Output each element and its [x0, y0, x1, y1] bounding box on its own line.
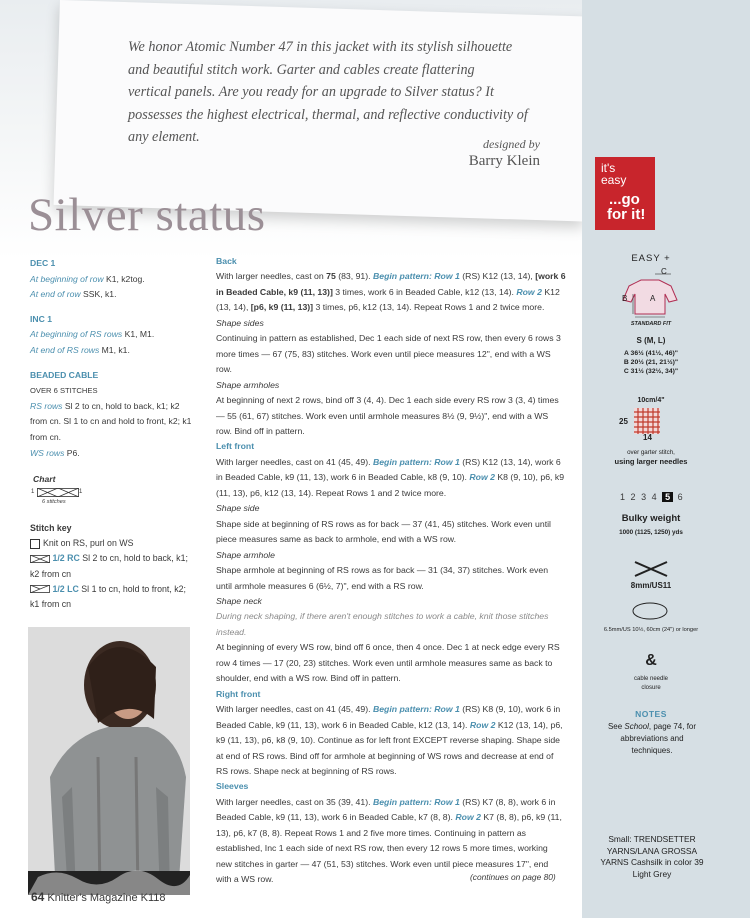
circular-needle-icon	[630, 600, 670, 622]
section-back-title: Back	[216, 256, 237, 266]
gauge-note-line: over garter stitch,	[627, 449, 675, 456]
yarn-info: Small: TRENDSETTER YARNS/LANA GROSSA YARNS Cashsilk in color 39 Light Grey	[600, 834, 704, 879]
text-run: (RS) K7 (8, 8), work 6 in Beaded Cable, k9 (11, 13), work 6 in Beaded Cable, k7 (8, 8).	[216, 796, 556, 823]
notes-school-link[interactable]: School	[624, 722, 649, 731]
text-run: Row 2	[469, 719, 496, 730]
text-run: K8 (9, 10), p6, k9 (11, 13), p6, k12 (13, 14). Repeat Rows 1 and 2 twice more.	[216, 472, 565, 498]
model-photo	[28, 627, 190, 895]
stitch-key-abbrev: 1/2 LC	[52, 583, 79, 594]
paragraph: Shape armhole at beginning of RS rows as for back — 31 (34, 37) stitches. Work even until armhole measures 6 (6½, 7)", end with a RS row.	[216, 565, 549, 591]
text-run: K7 (8, 8), p6, k9 (11, 13), p6, k7 (8, 8). Repeat Rows 1 and 2 five more times. Continuing in pattern as established, Inc 1 each side of next RS row, then every 12 rows 5 more times, working new stitches in garter — 47 (51, 53) stitches. Work even until piece measures 17", end with a WS row.	[216, 812, 562, 885]
paragraph: Shape side at beginning of RS rows as for back — 37 (41, 45) stitches. Work even until piece measures same as back to armhole, end with a WS row.	[216, 518, 551, 545]
abbreviations-column	[30, 256, 192, 467]
intro-line: any element.	[128, 129, 200, 145]
section-sleeves-title: Sleeves	[216, 781, 249, 792]
sizes: S (M, L)	[636, 336, 666, 345]
cable-ws-label: WS rows	[30, 447, 65, 458]
designed-by-label: designed by	[483, 137, 540, 151]
model-photo-illustration	[28, 627, 190, 895]
beaded-cable-block	[30, 368, 192, 462]
needle-size: 8mm/US11	[630, 581, 672, 590]
page-number: 64	[31, 890, 45, 904]
measurement-c: C 31½ (32½, 34)"	[623, 368, 679, 375]
text-run: Begin pattern: Row 1	[372, 704, 460, 715]
gauge-note-line: using larger needles	[614, 457, 688, 466]
text-run: [work 6 in Beaded Cable, k9 (11, 13)]	[216, 271, 566, 297]
stitch-key-title: Stitch key	[30, 523, 72, 533]
subheading: Shape sides	[216, 317, 264, 328]
cable-over: OVER 6 STITCHES	[30, 386, 98, 396]
inc-line	[30, 327, 192, 343]
weight-number: 2	[630, 492, 636, 502]
text-run: (83, 91).	[335, 271, 373, 282]
weight-number: 1	[620, 492, 626, 502]
notes-text-part: , page 74, for abbreviations and techniques.	[620, 722, 697, 755]
text-run: With larger needles, cast on	[216, 271, 327, 282]
stitch-key-abbrev: 1/2 RC	[52, 553, 80, 564]
dec-line-text: K1, k2tog.	[103, 273, 145, 284]
weight-number-selected: 5	[662, 492, 673, 502]
notes-text	[600, 721, 704, 757]
subheading: Shape side	[216, 503, 260, 514]
knit-square-icon	[30, 539, 40, 549]
notions-list	[606, 675, 696, 693]
right-cross-icon	[30, 555, 50, 563]
text-run: 3 times, work 6 in Beaded Cable, k12 (13, 14).	[332, 286, 517, 297]
knitting-needles-icon	[633, 558, 669, 580]
badge-line: it's	[601, 161, 616, 175]
circular-needle-size: 6.5mm/US 10½, 60cm (24") or longer	[603, 627, 699, 633]
chart-row-number: 1	[79, 489, 83, 495]
difficulty-level: EASY +	[631, 253, 671, 264]
intro-line: vertical panels. Are you ready for an upgrade to Silver status? It	[128, 84, 494, 100]
dec-line-label: At end of row	[30, 289, 81, 300]
gauge-stitches: 14	[643, 433, 652, 442]
cable-rs-rows	[30, 399, 192, 446]
fit-label: STANDARD FIT	[630, 321, 672, 327]
chart-stitch-count: 6 stitches	[42, 499, 66, 505]
text-run: (RS) K12 (13, 14), work 6 in Beaded Cable, k9 (11, 13), work 6 in Beaded Cable, k8 (9, 10).	[216, 456, 561, 483]
stitch-key-item	[30, 551, 195, 581]
text-run: [p6, k9 (11, 13)]	[250, 302, 314, 313]
dec-title: DEC 1	[30, 258, 56, 268]
text-run: With larger needles, cast on 35 (39, 41).	[216, 796, 373, 807]
stitch-key-text: Sl 2 to cn, hold to back, k1; k2 from cn	[30, 553, 188, 579]
inc-line-text: K1, M1.	[122, 329, 155, 340]
text-run: K12 (13, 14), p6, k9 (11, 13), p6, k8 (9, 10). Continue as for left front EXCEPT reverse shaping. Shape side at end of RS rows. Bind off for armhole at beginning of WS rows and decrease at end of RS rows. Shape neck at beginning of RS rows.	[216, 719, 563, 776]
stitch-key-item	[30, 536, 195, 551]
text-run: Begin pattern: Row 1	[372, 271, 460, 282]
cable-title: BEADED CABLE	[30, 369, 99, 380]
text-run: Row 2	[516, 286, 542, 297]
text-run: (RS) K12 (13, 14),	[459, 271, 536, 282]
yardage: 1000 (1125, 1250) yds	[619, 529, 683, 536]
weight-number: 4	[651, 492, 657, 502]
intro-paragraph	[128, 36, 548, 149]
text-run: Row 2	[469, 472, 495, 483]
subheading: Shape armholes	[216, 379, 280, 390]
measurement-b: B 20½ (21, 21½)"	[623, 359, 679, 366]
weight-number: 3	[641, 492, 647, 502]
notion-item: closure	[641, 685, 661, 691]
stitch-key-text: Knit on RS, purl on WS	[43, 538, 134, 549]
chart-label: Chart	[33, 474, 56, 484]
right-front-paragraph	[216, 702, 566, 779]
badge-line: for it!	[607, 206, 646, 223]
inc-line	[30, 343, 192, 359]
gauge-rows: 25	[619, 417, 628, 426]
dec-line-text: SSK, k1.	[80, 289, 117, 300]
schematic-label-c: C	[661, 267, 667, 276]
badge-line: ...go	[609, 191, 640, 208]
badge-line: easy	[601, 173, 627, 187]
stitch-key	[30, 521, 195, 612]
paragraph: At beginning of next 2 rows, bind off 3 (4, 4). Dec 1 each side every RS row 3 (3, 4) times — 55 (61, 67) stitches. Work even until armhole measures 8½ (9, 9½)", end with a WS row. Bind off in pattern.	[216, 395, 559, 436]
notions-ampersand: &	[645, 652, 657, 669]
left-cross-icon	[30, 585, 50, 593]
inc-line-text: M1, k1.	[99, 344, 130, 355]
dec-line	[30, 272, 192, 288]
text-run: (RS) K8 (9, 10), work 6 in Beaded Cable, k9 (11, 13), work 6 in Beaded Cable, k12 (13, 14).	[216, 704, 561, 730]
gauge-note	[606, 448, 696, 466]
designer-name: Barry Klein	[468, 153, 540, 169]
stitch-key-item	[30, 582, 195, 612]
section-left-front-title: Left front	[216, 441, 255, 452]
inc-title: INC 1	[30, 313, 52, 324]
text-run: Row 2	[455, 812, 481, 823]
weight-number: 6	[677, 492, 683, 502]
text-run: Begin pattern: Row 1	[372, 456, 460, 467]
cable-rs-text: Sl 2 to cn, hold to back, k1; k2 from cn. Sl 1 to cn and hold to front, k2; k1 from cn.	[30, 400, 192, 442]
gauge-length: 10cm/4"	[637, 397, 665, 404]
yarn-weight-scale	[620, 492, 683, 502]
schematic-label-b: B	[622, 294, 628, 303]
dec-block	[30, 256, 192, 303]
inc-line-label: At end of RS rows	[30, 344, 100, 355]
neck-note: During neck shaping, if there aren't enough stitches to work a cable, knit those stitches instead.	[216, 611, 549, 637]
continued-note: (continues on page 80)	[470, 872, 556, 882]
page-title: Silver status	[28, 189, 266, 241]
page-footer	[31, 890, 166, 904]
left-front-paragraph	[216, 455, 566, 501]
subheading: Shape neck	[216, 595, 262, 606]
dec-line-label: At beginning of row	[30, 273, 104, 284]
subheading: Shape armhole	[216, 549, 275, 560]
cable-chart	[37, 488, 79, 497]
measurements	[606, 349, 696, 376]
text-run: Begin pattern: Row 1	[372, 796, 460, 807]
text-run: K12 (13, 14),	[216, 286, 560, 313]
weight-label: Bulky weight	[621, 513, 681, 524]
cable-ws-rows	[30, 446, 192, 462]
magazine-name: Knitter's Magazine K118	[47, 892, 166, 904]
inc-line-label: At beginning of RS rows	[30, 329, 123, 340]
notes-title: NOTES	[635, 709, 667, 719]
notes-text-part: See	[607, 722, 625, 731]
stitch-key-text: Sl 1 to cn, hold to front, k2; k1 from cn	[30, 583, 186, 610]
back-paragraph	[216, 269, 566, 315]
text-run: With larger needles, cast on 41 (45, 49).	[216, 456, 373, 467]
easy-badge	[595, 157, 655, 230]
gauge-swatch-icon	[634, 408, 660, 434]
instructions-column	[216, 254, 566, 888]
paragraph: Continuing in pattern as established, Dec 1 each side of next RS row, then every 6 rows 3 more times — 67 (75, 83) stitches. Work even until piece measures 12", end with a WS row.	[216, 333, 561, 375]
intro-line: We honor Atomic Number 47 in this jacket with its stylish silhouette	[128, 39, 513, 55]
measurement-a: A 36½ (41½, 46)"	[624, 350, 678, 357]
cable-rs-label: RS rows	[30, 400, 63, 411]
intro-line: possesses the highest electrical, thermal, and reflective conductivity of	[128, 106, 528, 123]
schematic-label-a: A	[650, 294, 656, 303]
notion-item: cable needle	[633, 676, 669, 682]
section-right-front-title: Right front	[216, 688, 261, 699]
text-run: With larger needles, cast on 41 (45, 49).	[216, 704, 373, 715]
text-run: 75	[326, 271, 336, 282]
cable-ws-text: P6.	[64, 447, 80, 458]
paragraph: At beginning of every WS row, bind off 6 once, then 4 once. Dec 1 at neck edge every RS row 4 times — 17 (20, 23) stitches. Work even until armhole measures same as back to shoulder, end with a WS row. Bind off in pattern.	[216, 642, 560, 684]
chart-row-number: 1	[31, 489, 35, 495]
inc-block	[30, 312, 192, 359]
dec-line	[30, 287, 192, 303]
intro-line: and beautiful stitch work. Garter and cables create flattering	[128, 61, 475, 78]
text-run: 3 times, p6, k12 (13, 14). Repeat Rows 1 and 2 twice more.	[313, 302, 545, 313]
